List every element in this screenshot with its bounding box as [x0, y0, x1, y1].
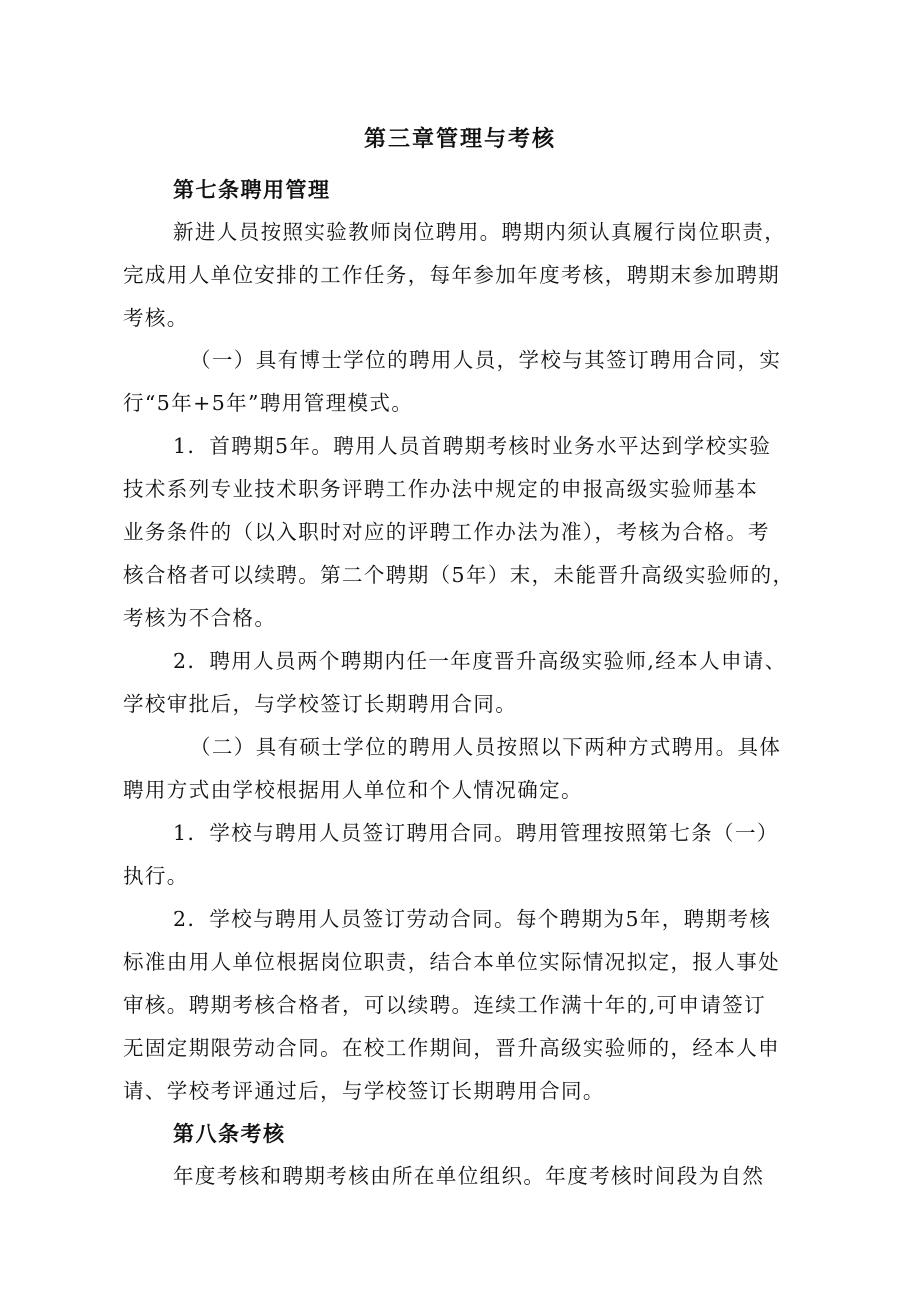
- paragraph-line: 行“5年+5年”聘用管理模式。: [123, 391, 414, 415]
- paragraph-line: 年度考核和聘期考核由所在单位组织。年度考核时间段为自然: [173, 1164, 765, 1188]
- paragraph-line: 核合格者可以续聘。第二个聘期（5年）末，未能晋升高级实验师的，: [123, 563, 795, 587]
- paragraph-line: （一）具有博士学位的聘用人员，学校与其签订聘用合同，实: [190, 348, 782, 372]
- chapter-title: 第三章管理与考核: [363, 126, 556, 152]
- paragraph-line: 聘用方式由学校根据用人单位和个人情况确定。: [123, 778, 583, 802]
- paragraph-line: 无固定期限劳动合同。在校工作期间，晋升高级实验师的，经本人申: [123, 1036, 780, 1060]
- article-8-heading: 第八条考核: [173, 1121, 286, 1146]
- paragraph-line: 业务条件的（以入职时对应的评聘工作办法为准），考核为合格。考: [123, 520, 770, 544]
- paragraph-line: 审核。聘期考核合格者，可以续聘。连续工作满十年的,可申请签订: [123, 993, 767, 1017]
- paragraph-line: （二）具有硕士学位的聘用人员按照以下两种方式聘用。具体: [190, 735, 782, 759]
- paragraph-line: 请、学校考评通过后，与学校签订长期聘用合同。: [123, 1079, 605, 1103]
- paragraph-line: 考核为不合格。: [123, 606, 277, 630]
- paragraph-line: 标准由用人单位根据岗位职责，结合本单位实际情况拟定，报人事处: [123, 950, 780, 974]
- paragraph-line: 2．学校与聘用人员签订劳动合同。每个聘期为5年，聘期考核: [173, 907, 772, 931]
- paragraph-line: 2．聘用人员两个聘期内任一年度晋升高级实验师,经本人申请、: [173, 649, 787, 673]
- paragraph-line: 1．学校与聘用人员签订聘用合同。聘用管理按照第七条（一）: [173, 821, 779, 845]
- paragraph-line: 技术系列专业技术职务评聘工作办法中规定的申报高级实验师基本: [123, 477, 759, 501]
- article-7-heading: 第七条聘用管理: [173, 177, 331, 202]
- paragraph-line: 完成用人单位安排的工作任务，每年参加年度考核，聘期末参加聘期: [123, 263, 780, 287]
- paragraph-line: 考核。: [123, 306, 189, 330]
- paragraph-line: 1．首聘期5年。聘用人员首聘期考核时业务水平达到学校实验: [173, 434, 772, 458]
- paragraph-line: 执行。: [123, 864, 189, 888]
- paragraph-line: 新进人员按照实验教师岗位聘用。聘期内须认真履行岗位职责，: [173, 220, 787, 244]
- paragraph-line: 学校审批后，与学校签订长期聘用合同。: [123, 692, 518, 716]
